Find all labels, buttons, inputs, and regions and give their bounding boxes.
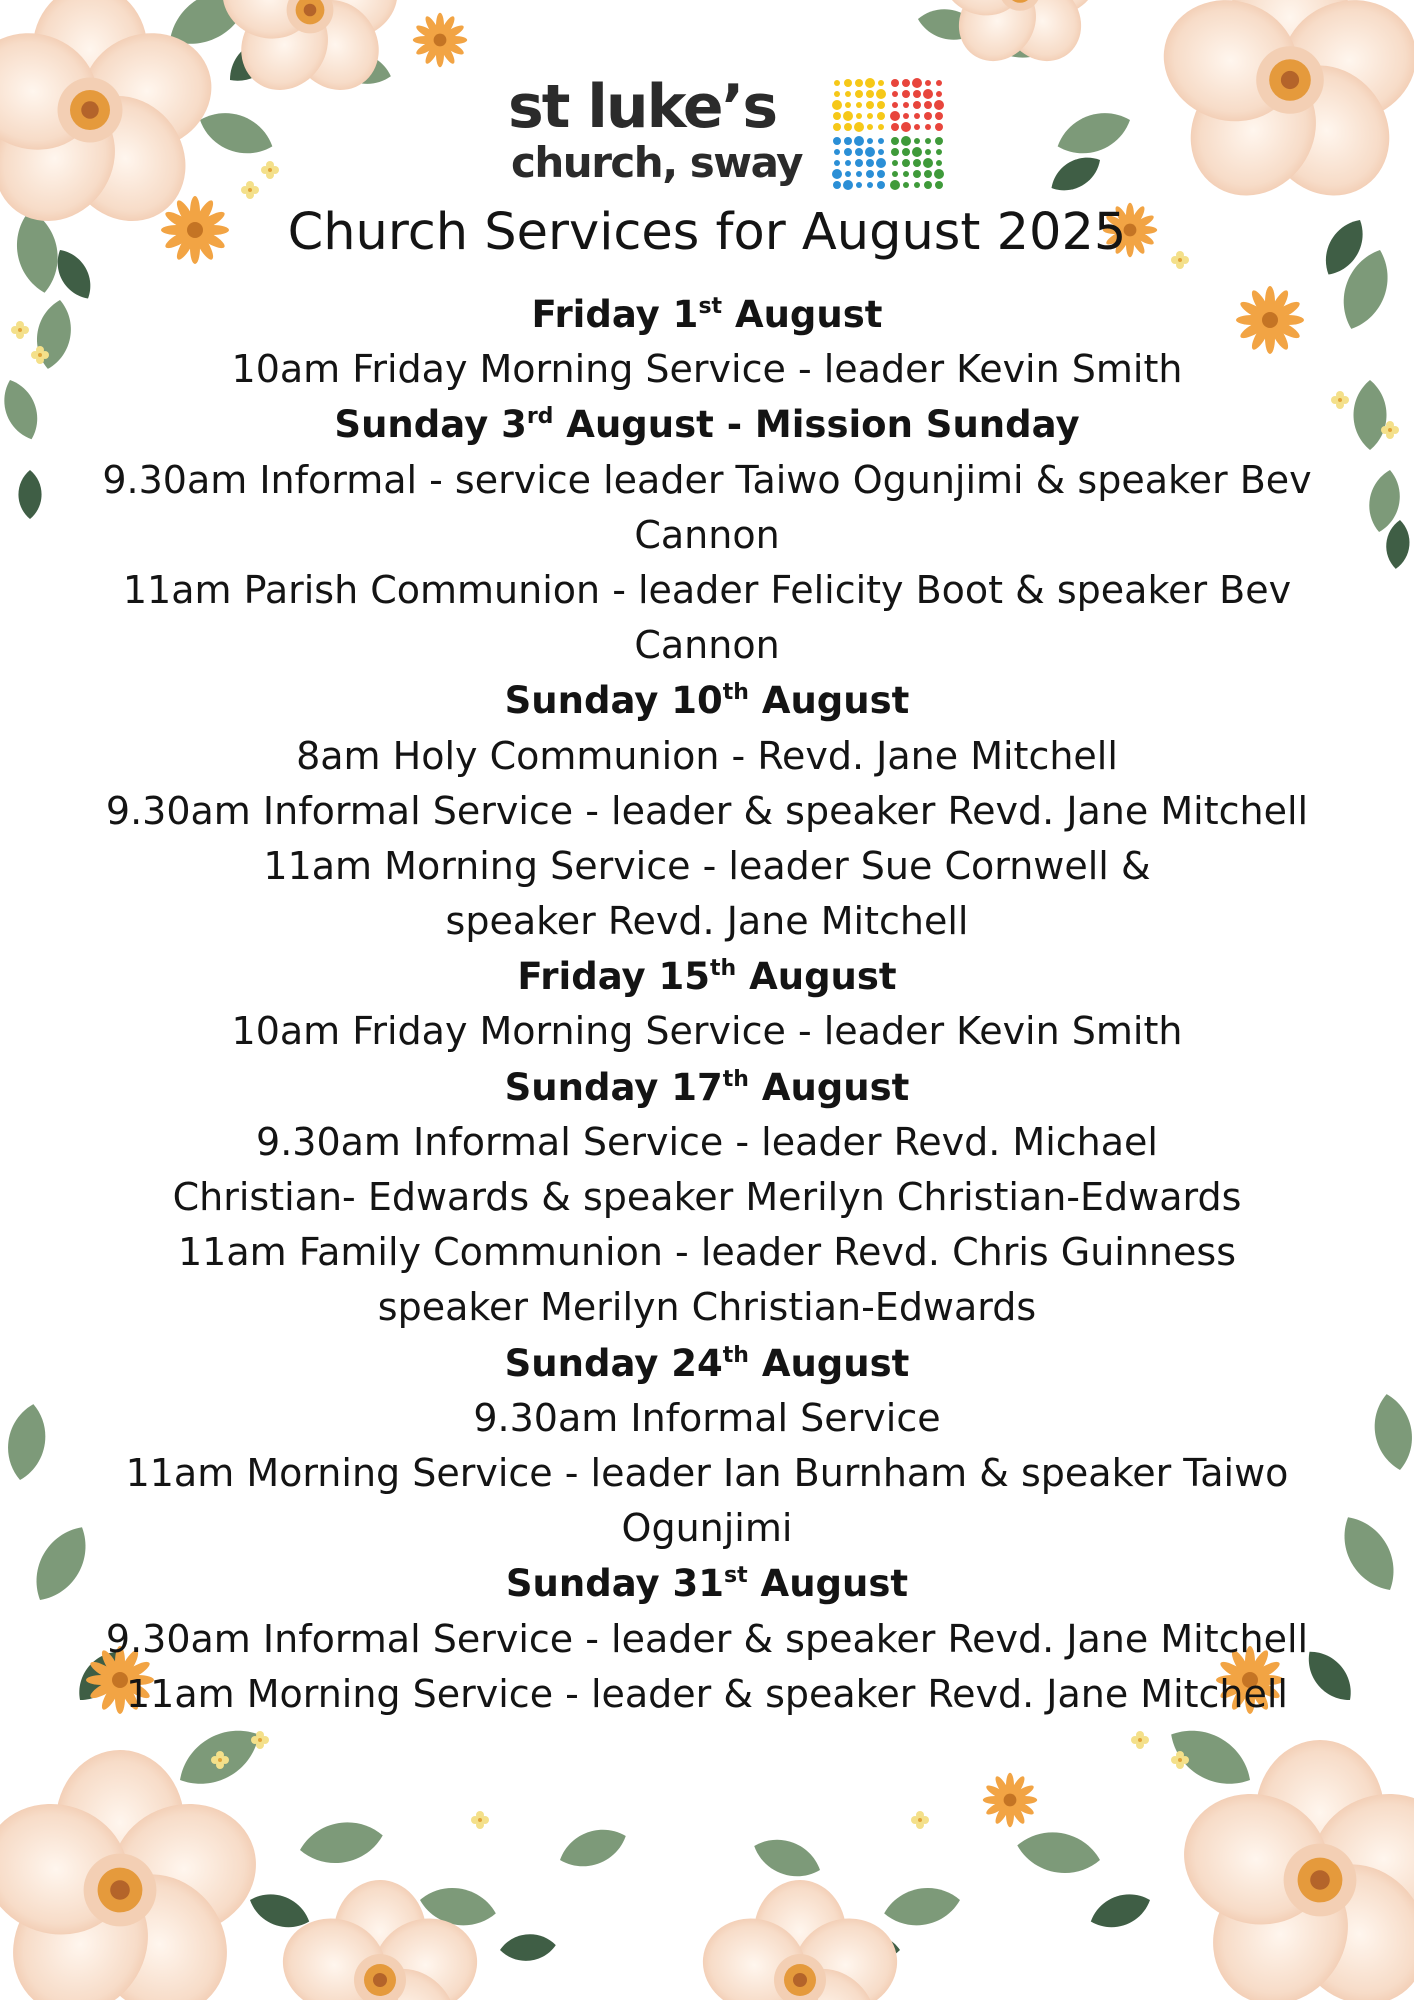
logo-dot bbox=[865, 147, 875, 157]
logo-dot bbox=[925, 138, 931, 144]
logo-dot bbox=[925, 149, 931, 155]
logo-dot bbox=[866, 101, 874, 109]
logo-dot bbox=[891, 79, 899, 87]
logo-dot bbox=[936, 149, 942, 155]
logo-dot bbox=[843, 180, 853, 190]
logo-dot bbox=[845, 102, 851, 108]
logo-dot bbox=[855, 159, 863, 167]
service-line: 8am Holy Communion - Revd. Jane Mitchell bbox=[296, 733, 1118, 778]
day-heading-sunday-17: Sunday 17th August bbox=[504, 1065, 910, 1109]
logo-dot bbox=[935, 137, 943, 145]
logo-dot bbox=[890, 111, 900, 121]
logo-dot bbox=[934, 100, 944, 110]
logo-dot bbox=[912, 147, 922, 157]
logo-dot bbox=[865, 78, 875, 88]
service-line: 11am Morning Service - leader Ian Burnham & speaker Taiwo bbox=[125, 1450, 1289, 1495]
logo-dot bbox=[914, 113, 920, 119]
logo-dot bbox=[914, 124, 920, 130]
logo-dot bbox=[913, 159, 921, 167]
logo-dot bbox=[877, 181, 885, 189]
logo-dot bbox=[878, 149, 884, 155]
logo-dot bbox=[833, 137, 841, 145]
logo-dot bbox=[914, 182, 920, 188]
logo-dot bbox=[892, 91, 898, 97]
service-line: speaker Merilyn Christian-Edwards bbox=[377, 1285, 1037, 1330]
logo-dot bbox=[867, 113, 873, 119]
logo-dot bbox=[924, 101, 932, 109]
service-line: 10am Friday Morning Service - leader Kevin Smith bbox=[231, 1009, 1183, 1054]
service-line: 9.30am Informal - service leader Taiwo Ogunjimi & speaker Bev bbox=[102, 457, 1312, 502]
logo-yellow-quadrant bbox=[832, 78, 886, 132]
logo-dot bbox=[902, 159, 910, 167]
logo-dot bbox=[878, 124, 884, 130]
logo-dot bbox=[914, 138, 920, 144]
logo-red-quadrant bbox=[890, 78, 944, 132]
logo-dot bbox=[903, 171, 909, 177]
logo-dot bbox=[833, 123, 841, 131]
service-line: 11am Morning Service - leader Sue Cornwell & bbox=[263, 843, 1151, 888]
logo-dot bbox=[867, 138, 873, 144]
service-line: Cannon bbox=[634, 512, 780, 557]
logo-dot bbox=[913, 90, 921, 98]
logo-dot bbox=[934, 169, 944, 179]
logo-dot bbox=[925, 80, 931, 86]
logo-dot bbox=[913, 170, 921, 178]
logo-dot bbox=[877, 170, 885, 178]
logo-dot bbox=[902, 148, 910, 156]
logo-dot bbox=[890, 180, 900, 190]
day-heading-sunday-24: Sunday 24th August bbox=[504, 1341, 910, 1385]
logo-dot bbox=[877, 101, 885, 109]
logo-dot bbox=[923, 89, 933, 99]
logo-dot bbox=[936, 160, 942, 166]
service-line: Christian- Edwards & speaker Merilyn Christian-Edwards bbox=[172, 1175, 1242, 1219]
logo-dot bbox=[867, 182, 873, 188]
logo-dot bbox=[891, 123, 899, 131]
logo-blue-quadrant bbox=[832, 136, 886, 190]
logo-dot bbox=[833, 112, 841, 120]
logo-dot bbox=[876, 89, 886, 99]
service-line: Ogunjimi bbox=[621, 1506, 793, 1551]
service-schedule bbox=[100, 287, 1314, 1722]
service-line: 9.30am Informal Service - leader & speaker Revd. Jane Mitchell bbox=[105, 788, 1309, 833]
logo-dot bbox=[856, 171, 862, 177]
logo-dot bbox=[834, 80, 840, 86]
logo-dot bbox=[844, 79, 852, 87]
church-logo bbox=[508, 72, 956, 194]
logo-dot bbox=[902, 79, 910, 87]
logo-dot bbox=[854, 122, 864, 132]
logo-dot bbox=[833, 181, 841, 189]
day-heading-friday-15: Friday 15th August bbox=[517, 955, 897, 999]
logo-dot bbox=[844, 123, 852, 131]
logo-dot bbox=[866, 170, 874, 178]
logo-dot bbox=[892, 160, 898, 166]
logo-dot bbox=[878, 138, 884, 144]
logo-dot bbox=[877, 112, 885, 120]
logo-dot bbox=[891, 137, 899, 145]
logo-dot bbox=[845, 171, 851, 177]
logo-line-2: church, sway bbox=[511, 138, 803, 187]
logo-dot bbox=[855, 90, 863, 98]
logo-dot bbox=[844, 148, 852, 156]
page-title: Church Services for August 2025 bbox=[287, 203, 1127, 262]
logo-dot bbox=[856, 113, 862, 119]
logo-dot bbox=[832, 169, 842, 179]
logo-dot bbox=[866, 159, 874, 167]
logo-dot bbox=[844, 137, 852, 145]
logo-dot bbox=[912, 78, 922, 88]
logo-dot bbox=[891, 148, 899, 156]
logo-dot bbox=[923, 158, 933, 168]
logo-dot bbox=[903, 113, 909, 119]
logo-dot bbox=[867, 124, 873, 130]
logo-dot bbox=[892, 102, 898, 108]
logo-dot bbox=[903, 102, 909, 108]
logo-dot bbox=[866, 90, 874, 98]
logo-dot bbox=[856, 182, 862, 188]
logo-dot bbox=[854, 136, 864, 146]
logo-green-quadrant bbox=[890, 136, 944, 190]
day-heading-sunday-10: Sunday 10th August bbox=[504, 679, 910, 723]
logo-dot bbox=[936, 91, 942, 97]
logo-dot bbox=[834, 160, 840, 166]
logo-dot bbox=[855, 79, 863, 87]
service-line: 11am Morning Service - leader & speaker Revd. Jane Mitchell bbox=[125, 1671, 1288, 1716]
logo-dot bbox=[935, 112, 943, 120]
service-line: 11am Family Communion - leader Revd. Chris Guinness bbox=[177, 1230, 1236, 1275]
logo-dot bbox=[845, 160, 851, 166]
logo-dot bbox=[936, 80, 942, 86]
day-heading-sunday-31: Sunday 31st August bbox=[505, 1562, 909, 1606]
logo-dot bbox=[843, 111, 853, 121]
logo-dot bbox=[901, 122, 911, 132]
logo-dot bbox=[902, 90, 910, 98]
logo-dot bbox=[924, 181, 932, 189]
day-heading-sunday-3: Sunday 3rd August - Mission Sunday bbox=[334, 403, 1080, 447]
logo-dot bbox=[892, 171, 898, 177]
logo-dot bbox=[856, 102, 862, 108]
service-line: 10am Friday Morning Service - leader Kevin Smith bbox=[231, 347, 1183, 392]
logo-dot bbox=[925, 124, 931, 130]
service-line: speaker Revd. Jane Mitchell bbox=[445, 899, 969, 944]
logo-dot-mark-icon bbox=[828, 74, 948, 192]
logo-dot bbox=[832, 100, 842, 110]
logo-dot bbox=[901, 136, 911, 146]
logo-dot bbox=[834, 149, 840, 155]
logo-dot bbox=[845, 91, 851, 97]
logo-dot bbox=[924, 112, 932, 120]
logo-line-1: st luke’s bbox=[508, 72, 777, 142]
day-heading-friday-1: Friday 1st August bbox=[531, 293, 883, 336]
service-line: 9.30am Informal Service - leader & speaker Revd. Jane Mitchell bbox=[105, 1616, 1309, 1661]
logo-dot bbox=[903, 182, 909, 188]
service-line: 11am Parish Communion - leader Felicity Boot & speaker Bev bbox=[122, 567, 1292, 612]
service-line: 9.30am Informal Service - leader Revd. Michael bbox=[256, 1119, 1158, 1164]
logo-dot bbox=[878, 80, 884, 86]
logo-dot bbox=[913, 101, 921, 109]
service-line: Cannon bbox=[634, 623, 780, 668]
logo-dot bbox=[855, 148, 863, 156]
logo-dot bbox=[876, 158, 886, 168]
logo-dot bbox=[834, 91, 840, 97]
logo-dot bbox=[924, 170, 932, 178]
logo-dot bbox=[935, 123, 943, 131]
service-line: 9.30am Informal Service bbox=[473, 1395, 941, 1440]
logo-dot bbox=[935, 181, 943, 189]
logo-wordmark bbox=[508, 72, 828, 194]
